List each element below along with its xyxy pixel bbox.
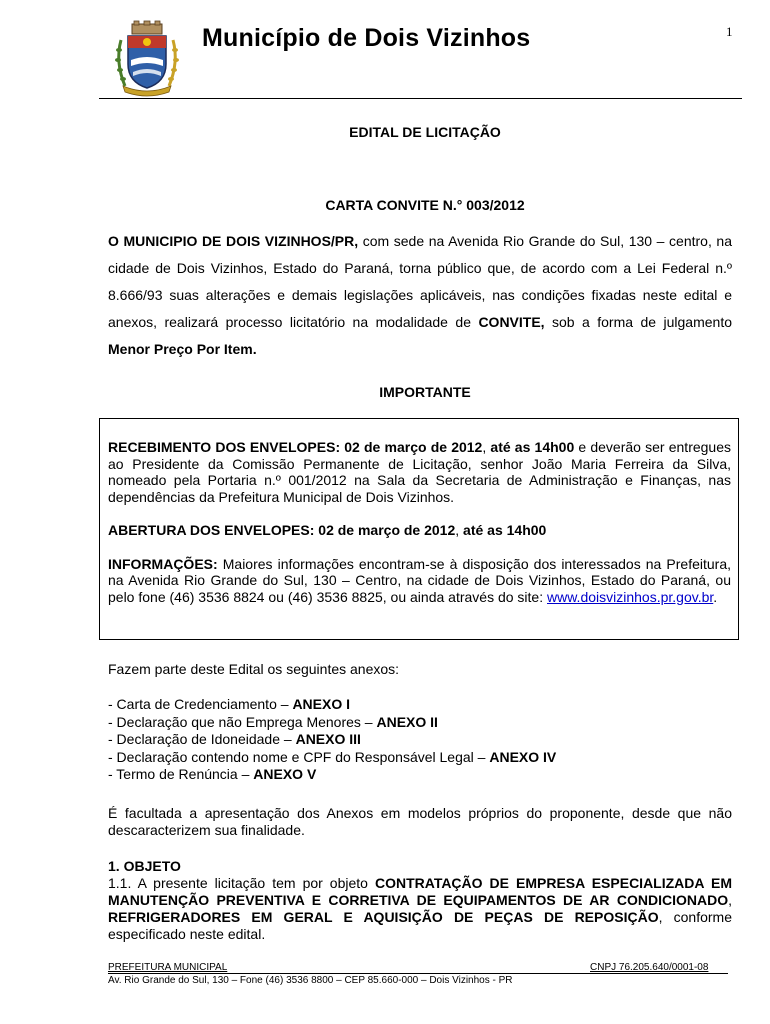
info-text: Maiores informações encontram-se à disposição dos interessados na Prefeitura, na Avenida Rio Grande do Sul, 130 – Centro, na cidade de Dois Vizinhos, Estado do Paraná, ou pelo fone (46) 3536 8824 ou (46) 3536 8825, ou ainda através do site:	[108, 555, 731, 605]
annex-item-label: ANEXO III	[295, 731, 361, 747]
objeto-bold-2: REFRIGERADORES EM GERAL E AQUISIÇÃO DE PEÇAS DE REPOSIÇÃO	[108, 909, 659, 925]
page-number: 1	[726, 24, 733, 39]
annex-item-text: - Termo de Renúncia –	[108, 766, 254, 782]
objeto-text-2: ,	[728, 892, 732, 908]
objeto-text-1: 1.1. A presente licitação tem por objeto	[108, 875, 375, 891]
abertura-sep: ,	[455, 522, 464, 538]
recebimento-sep: ,	[482, 439, 491, 455]
municipal-crest-icon	[113, 20, 181, 98]
annex-item-label: ANEXO II	[376, 713, 438, 730]
intro-bold-convite: CONVITE,	[478, 314, 545, 330]
annex-item	[108, 714, 556, 732]
importante-heading: IMPORTANTE	[379, 384, 471, 400]
abertura-time: até as 14h00	[463, 522, 547, 538]
annex-item-label: ANEXO I	[292, 696, 351, 712]
annex-item-text: - Declaração contendo nome e CPF do Responsável Legal –	[108, 748, 490, 765]
important-box	[99, 418, 739, 640]
municipality-title: Município de Dois Vizinhos	[202, 24, 531, 52]
annex-item	[108, 696, 556, 714]
informacoes-paragraph	[108, 556, 731, 606]
intro-paragraph	[108, 228, 732, 363]
objeto-text-3: , conforme especificado neste edital.	[108, 909, 733, 942]
objeto-heading: 1. OBJETO	[108, 858, 181, 874]
annex-list	[108, 696, 556, 784]
annex-item-label: ANEXO IV	[489, 748, 557, 765]
convite-heading: CARTA CONVITE N.° 003/2012	[325, 197, 525, 213]
footer-prefeitura: PREFEITURA MUNICIPAL	[108, 962, 228, 973]
objeto-section	[108, 858, 732, 943]
footer-address: Av. Rio Grande do Sul, 130 – Fone (46) 3536 8800 – CEP 85.660-000 – Dois Vizinhos - PR	[108, 975, 513, 986]
info-end: .	[713, 588, 718, 605]
annex-item	[108, 766, 556, 784]
site-link[interactable]: www.doisvizinhos.pr.gov.br	[547, 588, 714, 605]
abertura-bold: ABERTURA DOS ENVELOPES: 02 de março de 2012	[108, 522, 456, 538]
annex-item	[108, 749, 556, 767]
recebimento-text: e deverão ser entregues ao Presidente da Comissão Permanente de Licitação, senhor João Maria Ferreira da Silva, nomeado pela Portaria n.º 001/2012 na Sala da Secretaria de Administração e Finanças, nas dependências da Prefeitura Municipal de Dois Vizinhos.	[108, 439, 732, 505]
recebimento-bold: RECEBIMENTO DOS ENVELOPES: 02 de março de 2012	[108, 439, 483, 455]
header-divider	[99, 98, 742, 99]
annex-item-text: - Carta de Credenciamento –	[108, 696, 293, 712]
info-bold: INFORMAÇÕES:	[108, 555, 218, 572]
abertura-paragraph	[108, 522, 731, 539]
annexes-intro: Fazem parte deste Edital os seguintes anexos:	[108, 661, 400, 677]
intro-bold-menor: Menor Preço Por Item.	[108, 341, 257, 357]
footer-cnpj: CNPJ 76.205.640/0001-08	[590, 962, 709, 973]
objeto-paragraph	[108, 875, 732, 943]
recebimento-time: até as 14h00	[490, 439, 575, 455]
annex-item-label: ANEXO V	[253, 766, 317, 782]
intro-bold-start: O MUNICIPIO DE DOIS VIZINHOS/PR,	[108, 233, 359, 249]
objeto-bold-1: CONTRATAÇÃO DE EMPRESA ESPECIALIZADA EM MANUTENÇÃO PREVENTIVA E CORRETIVA DE EQUIPAMENTOS DE AR CONDICIONADO	[108, 875, 732, 908]
edital-heading: EDITAL DE LICITAÇÃO	[349, 124, 501, 140]
annex-item-text: - Declaração que não Emprega Menores –	[108, 713, 377, 730]
intro-text-1: com sede na Avenida Rio Grande do Sul, 130 – centro, na cidade de Dois Vizinhos, Estado do Paraná, torna público que, de acordo com a Lei Federal n.º 8.666/93 suas alterações e demais legislações aplicáveis, nas condições fixadas neste edital e anexos, realizará processo licitatório na modalidade de	[108, 233, 732, 330]
annex-item-text: - Declaração de Idoneidade –	[108, 731, 296, 747]
footer-divider	[108, 973, 728, 974]
intro-text-2: sob a forma de julgamento	[544, 314, 733, 330]
annexes-note: É facultada a apresentação dos Anexos em modelos próprios do proponente, desde que não descaracterizem sua finalidade.	[108, 805, 732, 838]
recebimento-paragraph	[108, 439, 731, 505]
annex-item	[108, 731, 556, 749]
